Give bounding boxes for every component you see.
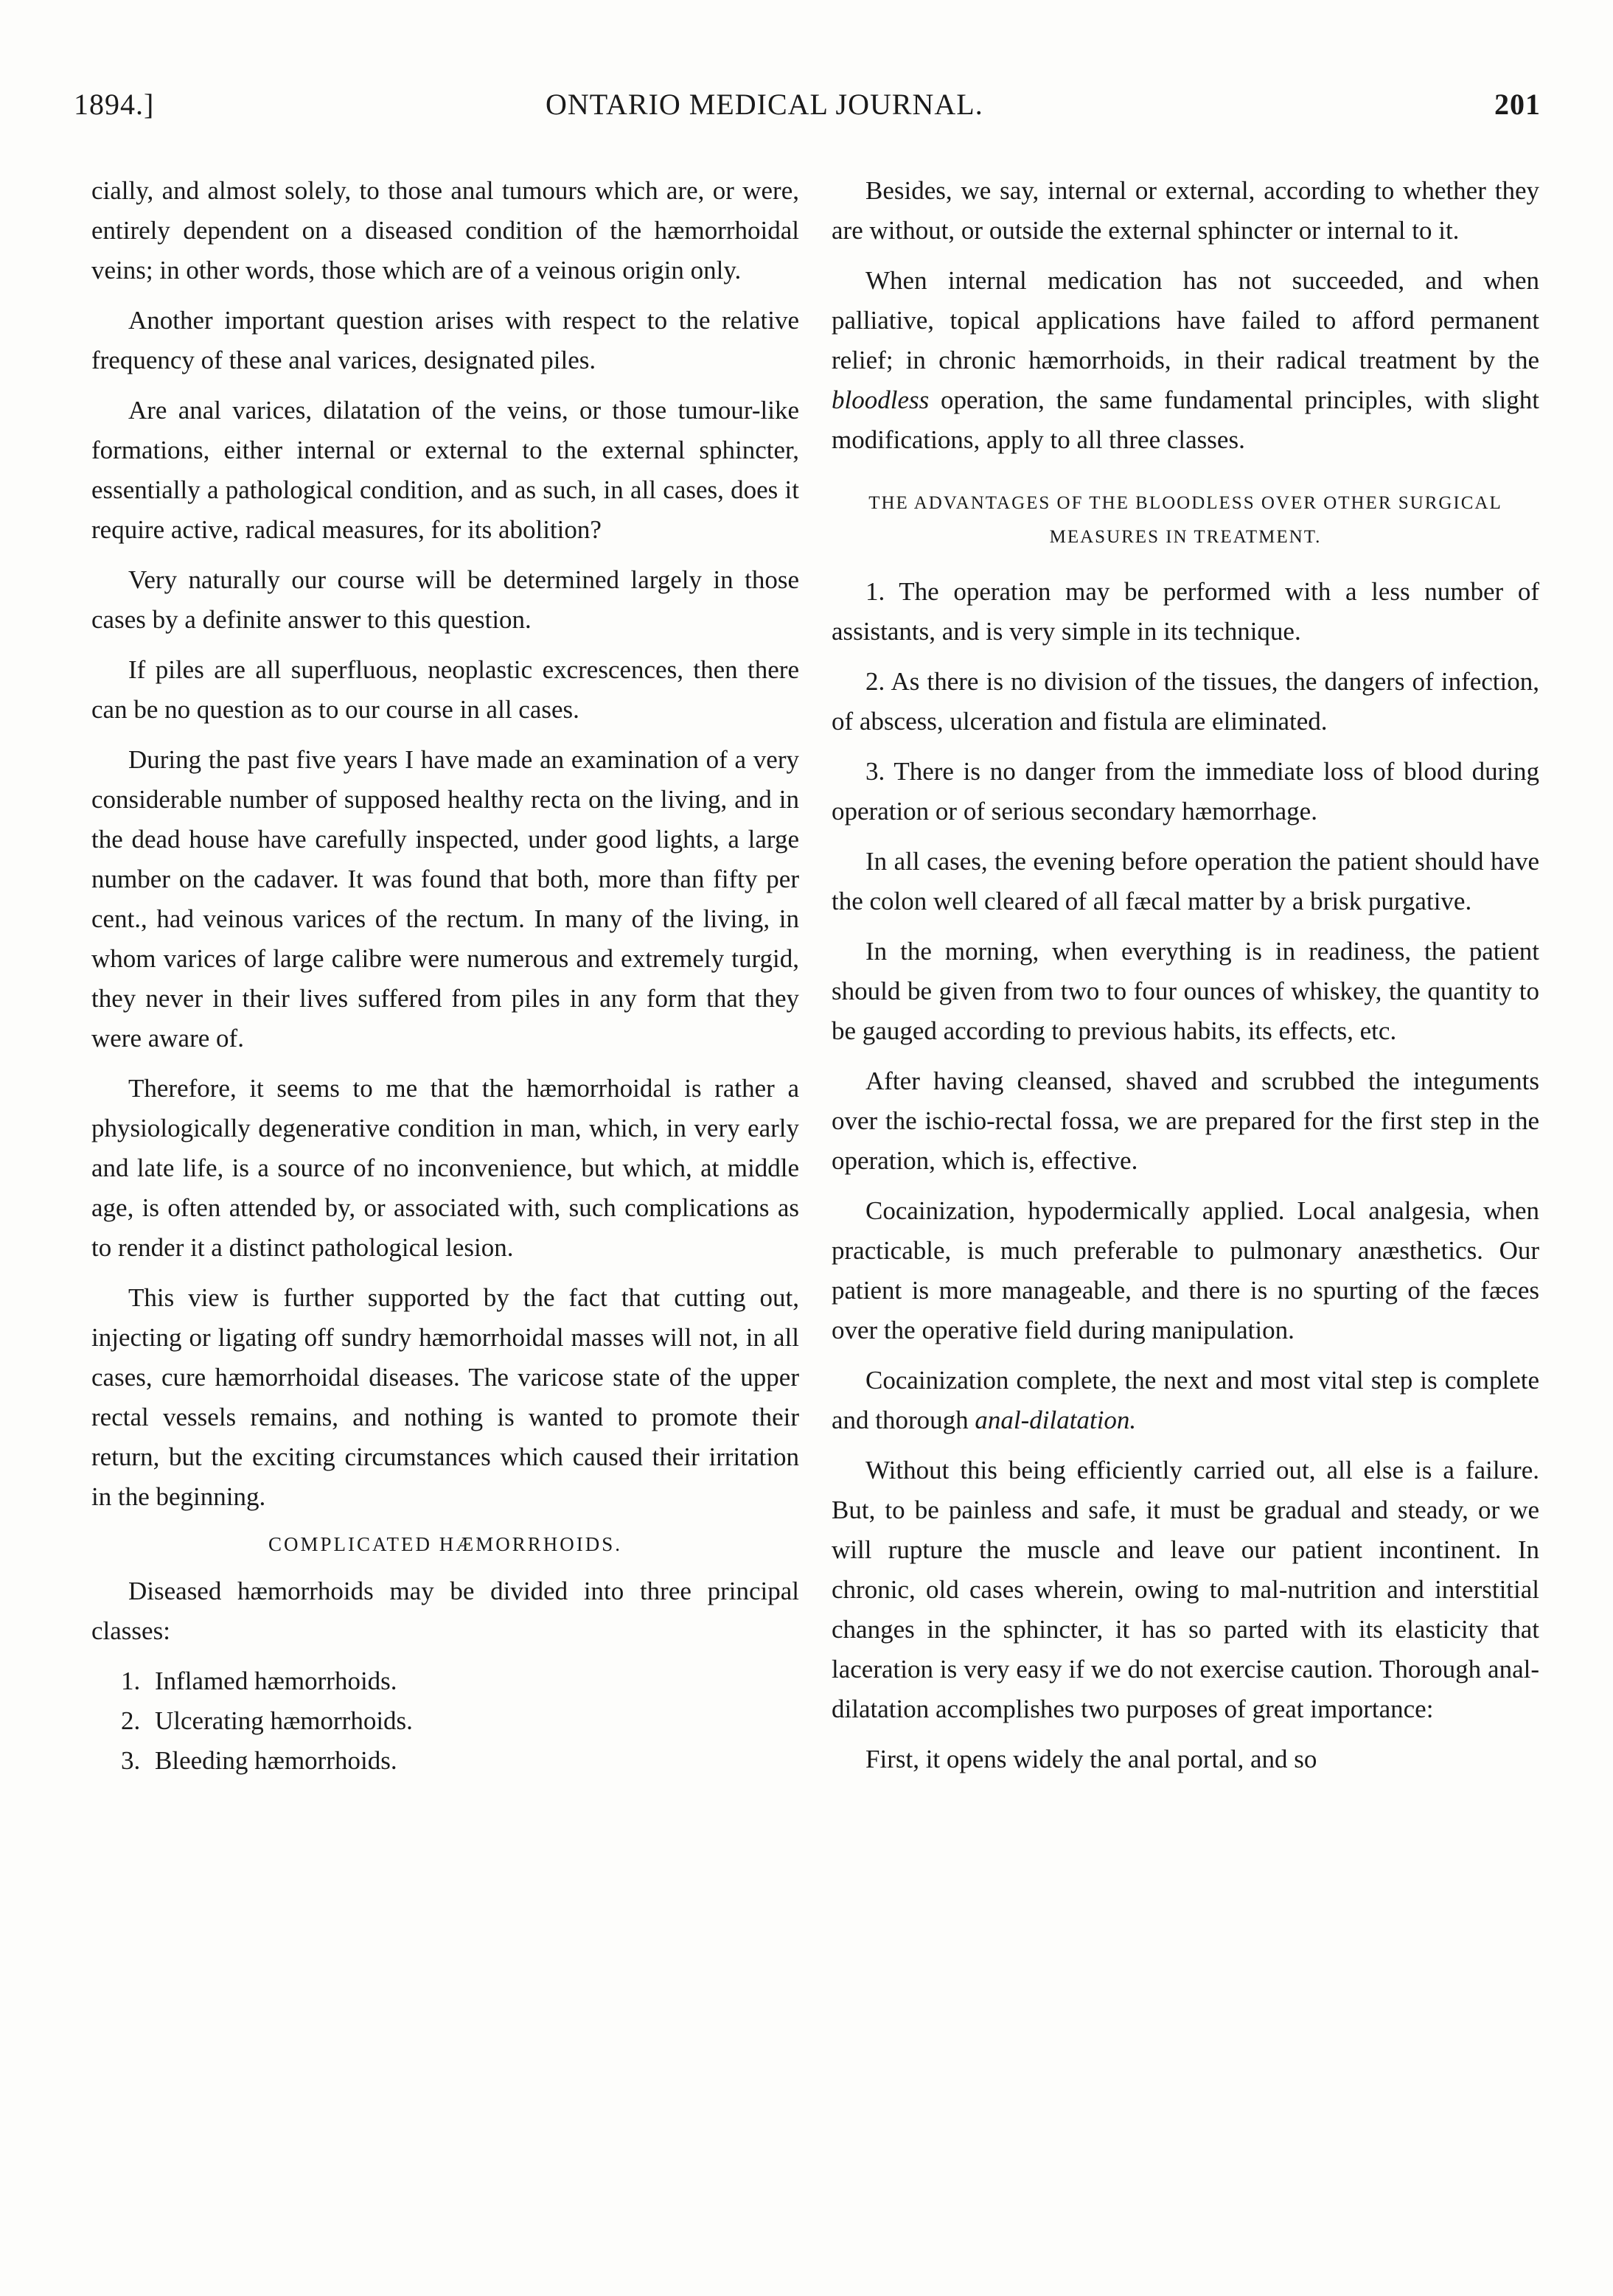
classes-list [91, 1661, 799, 1781]
paragraph: cially, and almost solely, to those anal tumours which are, or were, entirely dependent on a diseased condition of the hæmorrhoidal veins; in other words, those which are of a veinous origin only. [91, 176, 799, 285]
paragraph [832, 261, 1539, 460]
paragraph: In the morning, when everything is in readiness, the patient should be given from two to four ounces of whiskey, the quantity to be gauged according to previous habits, its effects, etc. [832, 937, 1539, 1045]
paragraph: 3. There is no danger from the immediate loss of blood during operation or of serious secondary hæmorrhage. [832, 757, 1539, 826]
list-text: Inflamed hæmorrhoids. [155, 1667, 397, 1695]
paragraph: 1. The operation may be performed with a less number of assistants, and is very simple in its technique. [832, 577, 1539, 646]
list-number: 2. [121, 1706, 141, 1735]
section-heading-advantages: THE ADVANTAGES OF THE BLOODLESS OVER OTHER SURGICAL MEASURES IN TREATMENT. [868, 493, 1502, 547]
paragraph: If piles are all superfluous, neoplastic excrescences, then there can be no question as to our course in all cases. [91, 655, 799, 724]
paragraph: Besides, we say, internal or external, according to whether they are without, or outside the external sphincter or internal to it. [832, 176, 1539, 245]
left-column [91, 171, 799, 1781]
paragraph: Another important question arises with respect to the relative frequency of these anal varices, designated piles. [91, 306, 799, 374]
paragraph: Cocainization, hypodermically applied. Local analgesia, when practicable, is much preferable to pulmonary anæsthetics. Our patient is more manageable, and there is no spurting of the fæces over the operative field during manipulation. [832, 1196, 1539, 1344]
paragraph: Diseased hæmorrhoids may be divided into three principal classes: [91, 1577, 799, 1645]
list-text: Ulcerating hæmorrhoids. [155, 1706, 413, 1735]
paragraph: 2. As there is no division of the tissues, the dangers of infection, of abscess, ulceration and fistula are eliminated. [832, 667, 1539, 736]
paragraph: Very naturally our course will be determined largely in those cases by a definite answer to this question. [91, 565, 799, 634]
text-run: Cocainization complete, the next and most vital step is complete and thorough [832, 1366, 1539, 1434]
page-number: 201 [1494, 88, 1541, 121]
list-number: 1. [121, 1667, 141, 1695]
text-run: When internal medication has not succeeded, and when palliative, topical applications have failed to afford permanent relief; in chronic hæmorrhoids, in their radical treatment by the [832, 266, 1539, 374]
list-item [121, 1661, 799, 1701]
list-item [121, 1741, 799, 1781]
list-number: 3. [121, 1746, 141, 1775]
journal-title: ONTARIO MEDICAL JOURNAL. [546, 88, 983, 121]
list-text: Bleeding hæmorrhoids. [155, 1746, 397, 1775]
right-column [832, 171, 1539, 1790]
text-run: operation, the same fundamental principles, with slight modifications, apply to all three classes. [832, 385, 1539, 454]
italic-term: anal-dilatation. [975, 1406, 1137, 1434]
paragraph: In all cases, the evening before operation the patient should have the colon well cleared of all fæcal matter by a brisk purgative. [832, 847, 1539, 915]
paragraph: Therefore, it seems to me that the hæmorrhoidal is rather a physiologically degenerative condition in man, which, in very early and late life, is a source of no inconvenience, but which, at middle age, is often attended by, or associated with, such complications as to render it a distinct pathological lesion. [91, 1074, 799, 1262]
paragraph [832, 1361, 1539, 1440]
header-year: 1894.] [74, 88, 155, 121]
paragraph: First, it opens widely the anal portal, and so [865, 1745, 1317, 1773]
paragraph: Without this being efficiently carried out, all else is a failure. But, to be painless and safe, it must be gradual and steady, or we will rupture the muscle and leave our patient incontinent. In chronic, old cases wherein, owing to mal-nutrition and interstitial changes in the sphincter, it has so parted with its elasticity that laceration is very easy if we do not exercise caution. Thorough anal-dilatation accomplishes two purposes of great importance: [832, 1456, 1539, 1723]
section-heading-complicated: COMPLICATED HÆMORRHOIDS. [268, 1533, 623, 1555]
paragraph: This view is further supported by the fact that cutting out, injecting or ligating off sundry hæmorrhoidal masses will not, in all cases, cure hæmorrhoidal diseases. The varicose state of the upper rectal vessels remains, and nothing is wanted to promote their return, but the exciting circumstances which caused their irritation in the beginning. [91, 1283, 799, 1511]
list-item [121, 1701, 799, 1741]
paragraph: Are anal varices, dilatation of the veins, or those tumour-like formations, either internal or external to the external sphincter, essentially a pathological condition, and as such, in all cases, does it require active, radical measures, for its abolition? [91, 396, 799, 544]
paragraph: During the past five years I have made an examination of a very considerable number of supposed healthy recta on the living, and in the dead house have carefully inspected, under good lights, a large number on the cadaver. It was found that both, more than fifty per cent., had veinous varices of the rectum. In many of the living, in whom varices of large calibre were numerous and extremely turgid, they never in their lives suffered from piles in any form that they were aware of. [91, 745, 799, 1053]
italic-term: bloodless [832, 385, 930, 414]
paragraph: After having cleansed, shaved and scrubbed the integuments over the ischio-rectal fossa, we are prepared for the first step in the operation, which is, effective. [832, 1067, 1539, 1175]
running-header [74, 87, 1541, 139]
